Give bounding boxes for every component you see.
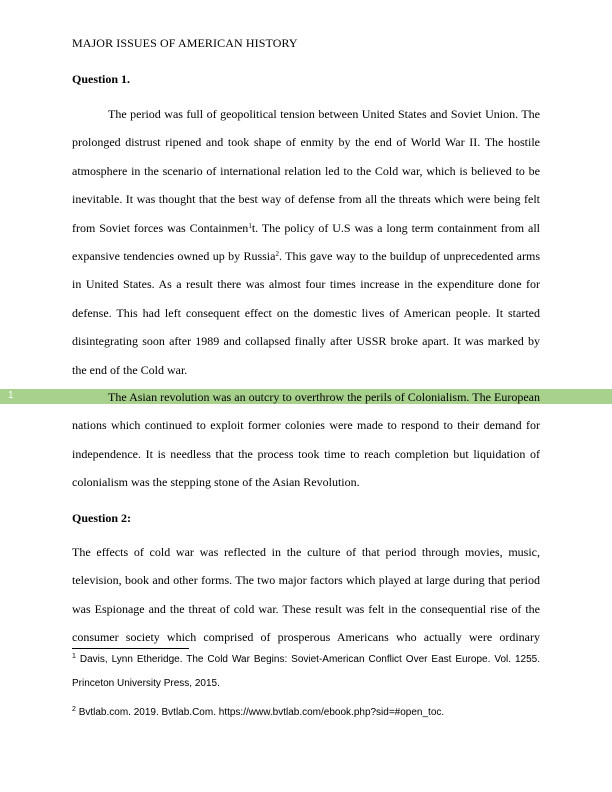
text-line: prolonged distrust ripened and took shape of enmity by the end of World War II. The hostile: [72, 135, 540, 150]
text-line: was Espionage and the threat of cold war. These result was felt in the consequential rise of the: [72, 601, 540, 616]
text-line: [72, 242, 540, 270]
q2-paragraph: [72, 538, 540, 652]
text-line: television, book and other forms. The two major factors which played at large during that period: [72, 573, 540, 588]
text-line: inevitable. It was thought that the best way of defense from all the threats which were being felt: [72, 192, 540, 207]
footnote-2: [72, 701, 540, 725]
text-line: consumer society which comprised of prosperous Americans who actually were ordinary: [72, 630, 540, 645]
text-line: The Asian revolution was an outcry to overthrow the perils of Colonialism. The European: [108, 390, 540, 404]
footnote-line: [72, 701, 540, 725]
q1-paragraph-2: [72, 383, 540, 497]
text-line: [72, 214, 540, 242]
footnote-mark: 2: [72, 706, 76, 713]
text-line: The period was full of geopolitical tension between United States and Soviet Union. The: [108, 107, 540, 121]
text-line: independence. It is needless that the process took time to reach completion but liquidation of: [72, 446, 540, 461]
text-segment: expansive tendencies owned up by Russia: [72, 248, 276, 263]
text-line: atmosphere in the scenario of international relation led to the Cold war, which is believed to be: [72, 163, 540, 178]
text-line: The effects of cold war was reflected in the culture of that period through movies, music,: [72, 545, 540, 559]
footnote-ref-2[interactable]: 2: [275, 249, 279, 258]
text-line: defense. This had left consequent effect on the domestic lives of American people. It started: [72, 305, 540, 320]
question-2-heading: Question 2:: [72, 511, 132, 525]
line-number-marker: 1: [8, 390, 14, 401]
text-segment: t. The policy of U.S was a long term containment from all: [251, 220, 540, 235]
text-line: in United States. As a result there was almost four times increase in the expenditure done for: [72, 277, 540, 292]
q1-paragraph-1: [72, 100, 540, 384]
question-1-heading: Question 1.: [72, 72, 131, 86]
footnote-text: Davis, Lynn Etheridge. The Cold War Begins: Soviet-American Conflict Over East Europe. Vol. 1255.: [79, 654, 541, 665]
footnote-1: [72, 648, 540, 696]
text-segment: from Soviet forces was Containmen: [72, 220, 249, 235]
text-line: colonialism was the stepping stone of the Asian Revolution.: [72, 475, 360, 490]
running-head: MAJOR ISSUES OF AMERICAN HISTORY: [72, 36, 298, 50]
footnote-mark: 1: [72, 653, 76, 660]
footnote-ref-1[interactable]: 1: [248, 221, 252, 230]
footnote-text: Bvtlab.com. 2019. Bvtlab.Com. https://www.bvtlab.com/ebook.php?sid=#open_toc.: [78, 707, 445, 718]
footnote-line: [72, 648, 540, 672]
text-line: nations which continued to exploit former colonies were made to respond to their demand for: [72, 418, 540, 433]
text-line: disintegrating soon after 1989 and collapsed finally after USSR broke apart. It was marked by: [72, 334, 540, 349]
footnote-line: Princeton University Press, 2015.: [72, 678, 220, 689]
text-line: the end of the Cold war.: [72, 362, 188, 377]
text-segment: . This gave way to the buildup of unprecedented arms: [278, 248, 540, 263]
